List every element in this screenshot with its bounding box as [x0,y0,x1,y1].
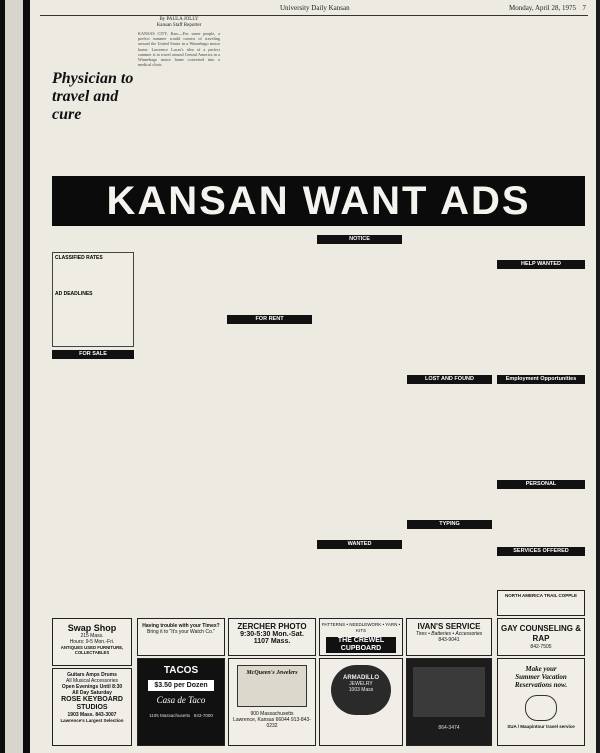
guitars-line4: All Day Saturday [72,690,112,696]
section-help-wanted: HELP WANTED [497,260,585,269]
guitars-address: 1903 Mass. [67,712,94,718]
zercher-address: 1107 Mass. [253,638,291,645]
story-column-1 [138,17,220,167]
section-typing: TYPING [407,520,492,529]
for-rent-listings [227,327,312,612]
travel-agency: SUA / Maupintour travel service [507,724,575,729]
guitars-tag: Lawrence's Largest Selection [60,718,124,723]
timex-line1: Having trouble with your Timex? [142,623,220,629]
misc-listings [497,232,585,257]
jewelers-city-phone [229,717,315,729]
cupboard-name: THE CREWEL CUPBOARD [326,637,396,653]
wanted-listings [317,552,402,614]
ivans-ad [406,618,492,656]
jewelers-ad [228,658,316,746]
employment-listings [497,387,585,477]
classified-rates-box [52,252,134,347]
tacos-name: TACOS [163,665,199,676]
gay-counseling-name: GAY COUNSELING & RAP [500,624,581,643]
byline-role: Kansan Staff Reporter [156,23,202,28]
ivans-name: IVAN'S SERVICE [417,622,481,631]
section-for-sale: FOR SALE [52,350,134,359]
lost-found-listings [407,387,492,517]
cupboard-tag: PATTERNS • NEEDLEWORK • YARN • KITS [321,622,401,633]
travel-photo [413,667,485,717]
want-ads-title: KANSAN WANT ADS [106,179,531,223]
story-byline [138,17,220,29]
notice-listings-2 [407,232,492,372]
classifieds-col-6 [497,232,585,614]
travel-phone: 864-3474 [438,725,460,731]
bicycle-illustration [525,695,557,721]
classified-intro [52,232,134,252]
section-services: SERVICES OFFERED [497,547,585,556]
tacos-address: 1105 Massachusetts [149,713,191,718]
for-sale-listings-3 [227,232,312,312]
section-employment: Employment Opportunities [497,375,585,384]
armadillo-name: ARMADILLO [343,675,379,681]
masthead [40,3,588,16]
adjacent-page-edge [5,0,23,753]
story-column-2 [225,17,310,167]
guitars-store-name: ROSE KEYBOARD STUDIOS [61,696,123,711]
sua-travel-ad [497,658,585,746]
notice-listings [317,247,402,537]
jewelers-name: McQueen's Jewelers [246,670,298,676]
rates-table [55,261,131,291]
tacos-ad [137,658,225,746]
typing-listings [407,532,492,614]
classifieds-col-5 [407,232,492,614]
deadlines-text [55,297,131,332]
tacos-price: $3.50 per Dozen [148,680,214,691]
classifieds-col-2 [139,232,221,614]
story-column-5 [495,17,585,167]
story-column-3 [315,17,400,167]
swap-shop-name: Swap Shop [67,623,117,633]
jewelers-city: Lawrence, Kansas 66044 [233,717,290,723]
tacos-phone: 843-7000 [193,713,213,718]
guitars-line3: Open Evenings Until 8:30 [61,684,123,690]
rates-title: CLASSIFIED RATES [55,255,103,261]
cupboard-ad [319,618,403,656]
classifieds-col-1 [52,232,134,614]
armadillo-line3: 1003 Mass [348,687,374,693]
story-lede: KANSAS CITY, Kan.—For some people, a perfect summer would consist of traveling around the United States in a Winnebago motor home. Lawrence Lucas's idea of a perfect summer is to travel around Central America in a Winnebago motor home converted into a medical clinic. [138,31,220,68]
storefront-illustration [237,665,307,707]
jewelers-phone: 913-843-0232 [266,717,311,729]
guitars-phone: 843-3007 [95,712,117,718]
classifieds-col-4 [317,232,402,614]
north-america-ad [497,590,585,616]
zercher-hours: 9:30-5:30 Mon.-Sat. [240,631,304,638]
section-lost-found: LOST AND FOUND [407,375,492,384]
byline-name: By PAULA JOLLY [159,17,199,22]
north-america-name: NORTH AMERICA TRAIL COPPLE [504,593,578,598]
issue-date: Monday, April 28, 1975 [508,4,576,12]
travel-photo-ad [406,658,492,746]
travel-line1: Make your [525,665,557,673]
page-number: 7 [582,4,586,12]
tacos-contact [138,713,224,719]
classifieds-col-3 [227,232,312,614]
deadlines-title: AD DEADLINES [55,291,93,297]
personal-listings [497,492,585,544]
ivans-tag: Tires • Batteries • Accessories [415,631,483,637]
want-ads-banner [52,176,585,226]
armadillo-illustration [331,665,391,715]
jewelers-address: 900 Massachusetts [250,711,294,717]
section-personal: PERSONAL [497,480,585,489]
help-wanted-listings [497,272,585,372]
guitars-line1: Guitars Amps Drums [67,672,117,678]
guitars-ad [52,668,132,746]
section-for-rent: FOR RENT [227,315,312,324]
story-column-4 [405,17,490,167]
paper-name: University Daily Kansan [280,4,350,12]
swap-shop-hours: Hours: 9-5 Mon.-Fri. [69,639,115,645]
armadillo-line2: JEWELRY [349,681,373,687]
tacos-subname: Casa de Taco [156,695,206,705]
for-sale-listings [52,362,134,602]
zercher-name: ZERCHER PHOTO [237,622,307,631]
story-headline: Physician to travel and cure [52,70,134,123]
timex-note-ad [137,618,225,656]
services-listings [497,559,585,579]
swap-shop-address: 215 Mass. [80,633,104,639]
for-sale-listings-2 [139,232,221,614]
section-notice: NOTICE [317,235,402,244]
travel-line3: Reservations now. [514,681,568,689]
timex-line2: Bring it to "It's your Watch Co." [147,629,215,635]
swap-shop-tag: ANTIQUES USED FURNITURE, COLLECTABLES [60,645,124,655]
section-wanted: WANTED [317,540,402,549]
gay-counseling-ad [497,618,585,656]
armadillo-ad [319,658,403,746]
guitars-line2: All Musical Accessories [66,678,118,684]
zercher-ad [228,618,316,656]
ivans-phone: 843-9041 [438,637,460,643]
gay-counseling-phone: 842-7505 [530,644,552,650]
swap-shop-ad [52,618,132,666]
travel-line2: Summer Vacation [515,673,567,681]
